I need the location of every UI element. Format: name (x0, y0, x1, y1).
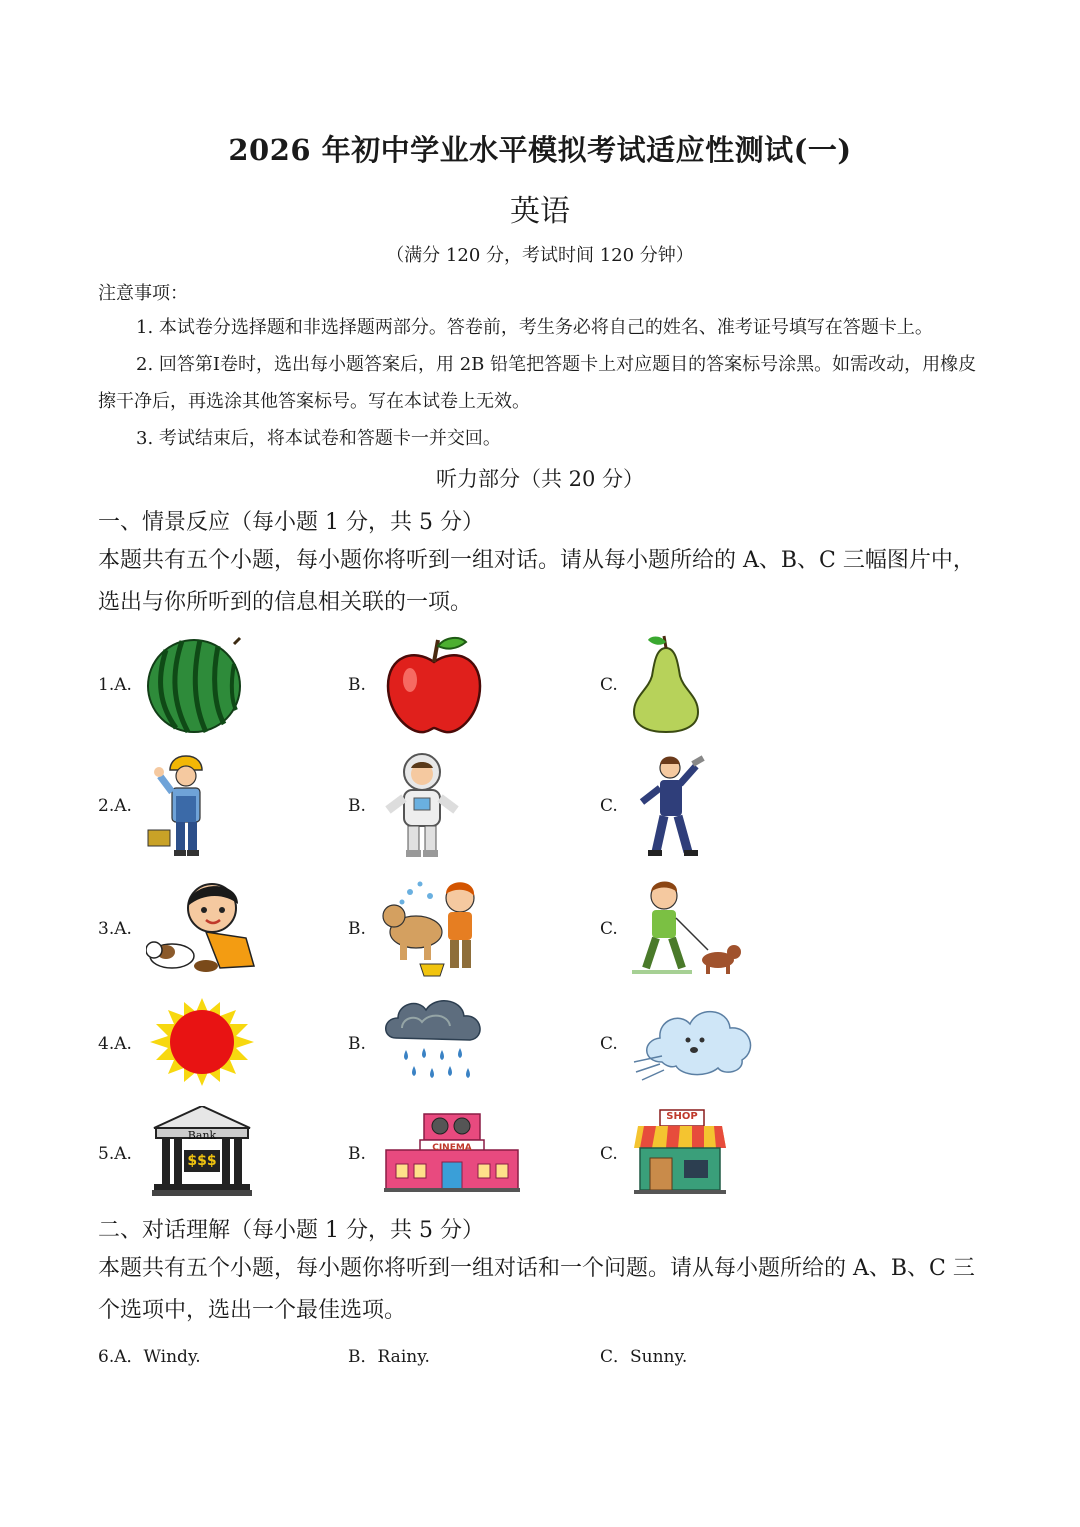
part2-instruction: 本题共有五个小题，每小题你将听到一组对话和一个问题。请从每小题所给的 A、B、C 三个选项中，选出一个最佳选项。 (98, 1256, 975, 1323)
q3-label-b: B. (348, 919, 366, 939)
q4-label-a: 4.A. (98, 1034, 132, 1054)
rain-cloud-icon (382, 994, 484, 1090)
boy-washing-dog-icon (380, 876, 486, 980)
q1-label-b: B. (348, 675, 366, 695)
q6-option-b: B．Rainy. (348, 1347, 430, 1367)
part1-instruction: 本题共有五个小题，每小题你将听到一组对话。请从每小题所给的 A、B、C 三幅图片中，选出与你所听到的信息相关联的一项。 (98, 548, 975, 615)
q2-label-b: B. (348, 796, 366, 816)
astronaut-icon (380, 750, 464, 860)
sun-icon (148, 998, 256, 1086)
notes-heading: 注意事项： (98, 283, 188, 304)
note-item-2: 2. 回答第I卷时，选出每小题答案后，用 2B 铅笔把答题卡上对应题目的答案标号涂黑。如需改动，用橡皮擦干净后，再选涂其他答案标号。写在本试卷上无效。 (98, 354, 977, 412)
q1-label-a: 1.A. (98, 675, 132, 695)
exam-subject: 英语 (510, 194, 570, 229)
bank-icon (152, 1106, 252, 1196)
q5-label-b: B. (348, 1144, 366, 1164)
q2-label-c: C. (600, 796, 618, 816)
q3-label-c: C. (600, 919, 618, 939)
cinema-sign-text: CINEMA (432, 1143, 472, 1153)
watermelon-icon (146, 636, 244, 734)
q3-label-a: 3.A. (98, 919, 132, 939)
listening-section-heading: 听力部分（共 20 分） (435, 467, 645, 491)
q4-label-b: B. (348, 1034, 366, 1054)
q1-label-c: C. (600, 675, 618, 695)
boy-walking-dog-icon (632, 878, 744, 978)
q5-label-c: C. (600, 1144, 618, 1164)
q2-label-a: 2.A. (98, 796, 132, 816)
shop-icon (634, 1108, 726, 1194)
q6-option-c: C．Sunny. (600, 1347, 688, 1367)
cinema-icon (384, 1112, 520, 1192)
q5-label-a: 5.A. (98, 1144, 132, 1164)
bank-building-shape (152, 1106, 252, 1196)
score-time-note: （满分 120 分，考试时间 120 分钟） (386, 245, 694, 266)
apple-icon (384, 634, 484, 736)
pear-icon (630, 634, 702, 734)
part1-title: 一、情景反应（每小题 1 分，共 5 分） (98, 510, 484, 535)
note-item-3: 3. 考试结束后，将本试卷和答题卡一并交回。 (136, 428, 501, 449)
wind-cloud-icon (632, 1000, 760, 1086)
bank-sign-text: Bank (187, 1129, 217, 1142)
shop-sign-text: SHOP (666, 1111, 698, 1122)
q6-option-a: 6.A．Windy. (98, 1347, 201, 1367)
boy-feeding-dog-icon (146, 878, 264, 978)
note-item-1: 1. 本试卷分选择题和非选择题两部分。答卷前，考生务必将自己的姓名、准考证号填写在答题卡上。 (136, 317, 933, 338)
exam-title: 2026 年初中学业水平模拟考试适应性测试(一) (228, 133, 852, 167)
bank-money-text: $$$ (187, 1153, 217, 1169)
worker-icon (146, 750, 226, 860)
singer-icon (632, 752, 712, 860)
q4-label-c: C. (600, 1034, 618, 1054)
part2-title: 二、对话理解（每小题 1 分，共 5 分） (98, 1218, 484, 1243)
